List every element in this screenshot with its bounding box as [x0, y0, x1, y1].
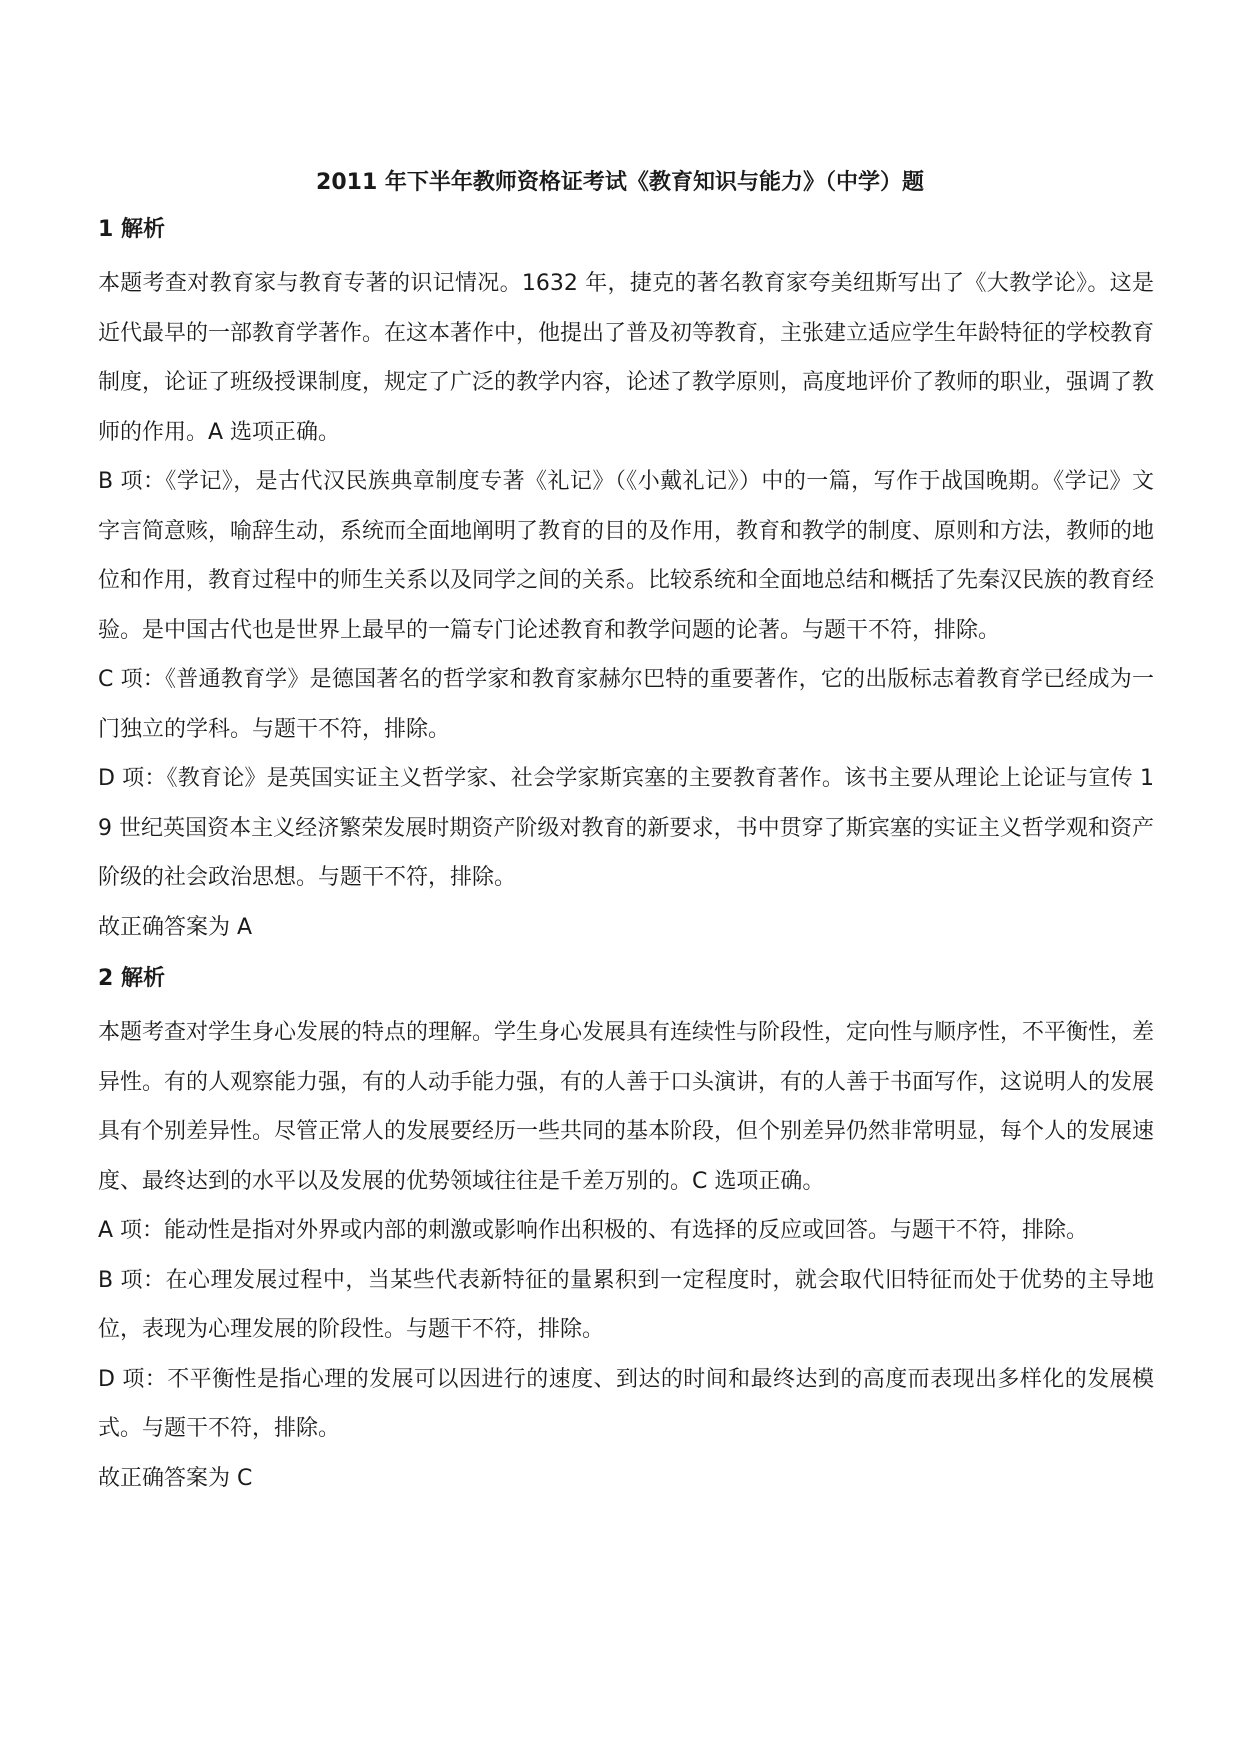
question-1-heading: 1 解析	[98, 217, 165, 242]
question-2-answer: 故正确答案为 C	[98, 1465, 253, 1491]
question-1-section	[98, 213, 1154, 952]
question-1-option-b: B 项：《学记》，是古代汉民族典章制度专著《礼记》（《小戴礼记》）中的一篇，写作于战国晚期。《学记》文字言简意赅，喻辞生动，系统而全面地阐明了教育的目的及作用，教育和教学的制度、原则和方法，教师的地位和作用，教育过程中的师生关系以及同学之间的关系。比较系统和全面地总结和概括了先秦汉民族的教育经验。是中国古代也是世界上最早的一篇专门论述教育和教学问题的论著。与题干不符，排除。	[98, 469, 1155, 643]
question-1-answer: 故正确答案为 A	[98, 914, 253, 940]
question-2-option-b: B 项：在心理发展过程中，当某些代表新特征的量累积到一定程度时，就会取代旧特征而处于优势的主导地位，表现为心理发展的阶段性。与题干不符，排除。	[98, 1267, 1154, 1342]
question-1-option-d: D 项：《教育论》是英国实证主义哲学家、社会学家斯宾塞的主要教育著作。该书主要从理论上论证与宣传 19 世纪英国资本主义经济繁荣发展时期资产阶级对教育的新要求，书中贯穿了斯宾塞的实证主义哲学观和资产阶级的社会政治思想。与题干不符，排除。	[98, 766, 1154, 890]
question-1-option-c: C 项：《普通教育学》是德国著名的哲学家和教育家赫尔巴特的重要著作，它的出版标志着教育学已经成为一门独立的学科。与题干不符，排除。	[98, 667, 1154, 742]
question-2-explanation: 本题考查对学生身心发展的特点的理解。学生身心发展具有连续性与阶段性，定向性与顺序性，不平衡性，差异性。有的人观察能力强，有的人动手能力强，有的人善于口头演讲，有的人善于书面写作，这说明人的发展具有个别差异性。尽管正常人的发展要经历一些共同的基本阶段，但个别差异仍然非常明显，每个人的发展速度、最终达到的水平以及发展的优势领域往往是千差万别的。C 选项正确。	[98, 1020, 1155, 1194]
question-2-section	[98, 962, 1154, 1503]
document-body	[98, 213, 1154, 1513]
document-title: 2011 年下半年教师资格证考试《教育知识与能力》（中学）题	[316, 170, 924, 195]
question-2-heading: 2 解析	[98, 966, 165, 991]
question-2-option-a: A 项：能动性是指对外界或内部的刺激或影响作出积极的、有选择的反应或回答。与题干不符，排除。	[98, 1218, 1089, 1243]
question-1-explanation: 本题考查对教育家与教育专著的识记情况。1632 年，捷克的著名教育家夸美纽斯写出了《大教学论》。这是近代最早的一部教育学著作。在这本著作中，他提出了普及初等教育，主张建立适应学生年龄特征的学校教育制度，论证了班级授课制度，规定了广泛的教学内容，论述了教学原则，高度地评价了教师的职业，强调了教师的作用。A 选项正确。	[98, 271, 1155, 445]
question-2-option-d: D 项：不平衡性是指心理的发展可以因进行的速度、到达的时间和最终达到的高度而表现出多样化的发展模式。与题干不符，排除。	[98, 1366, 1154, 1441]
